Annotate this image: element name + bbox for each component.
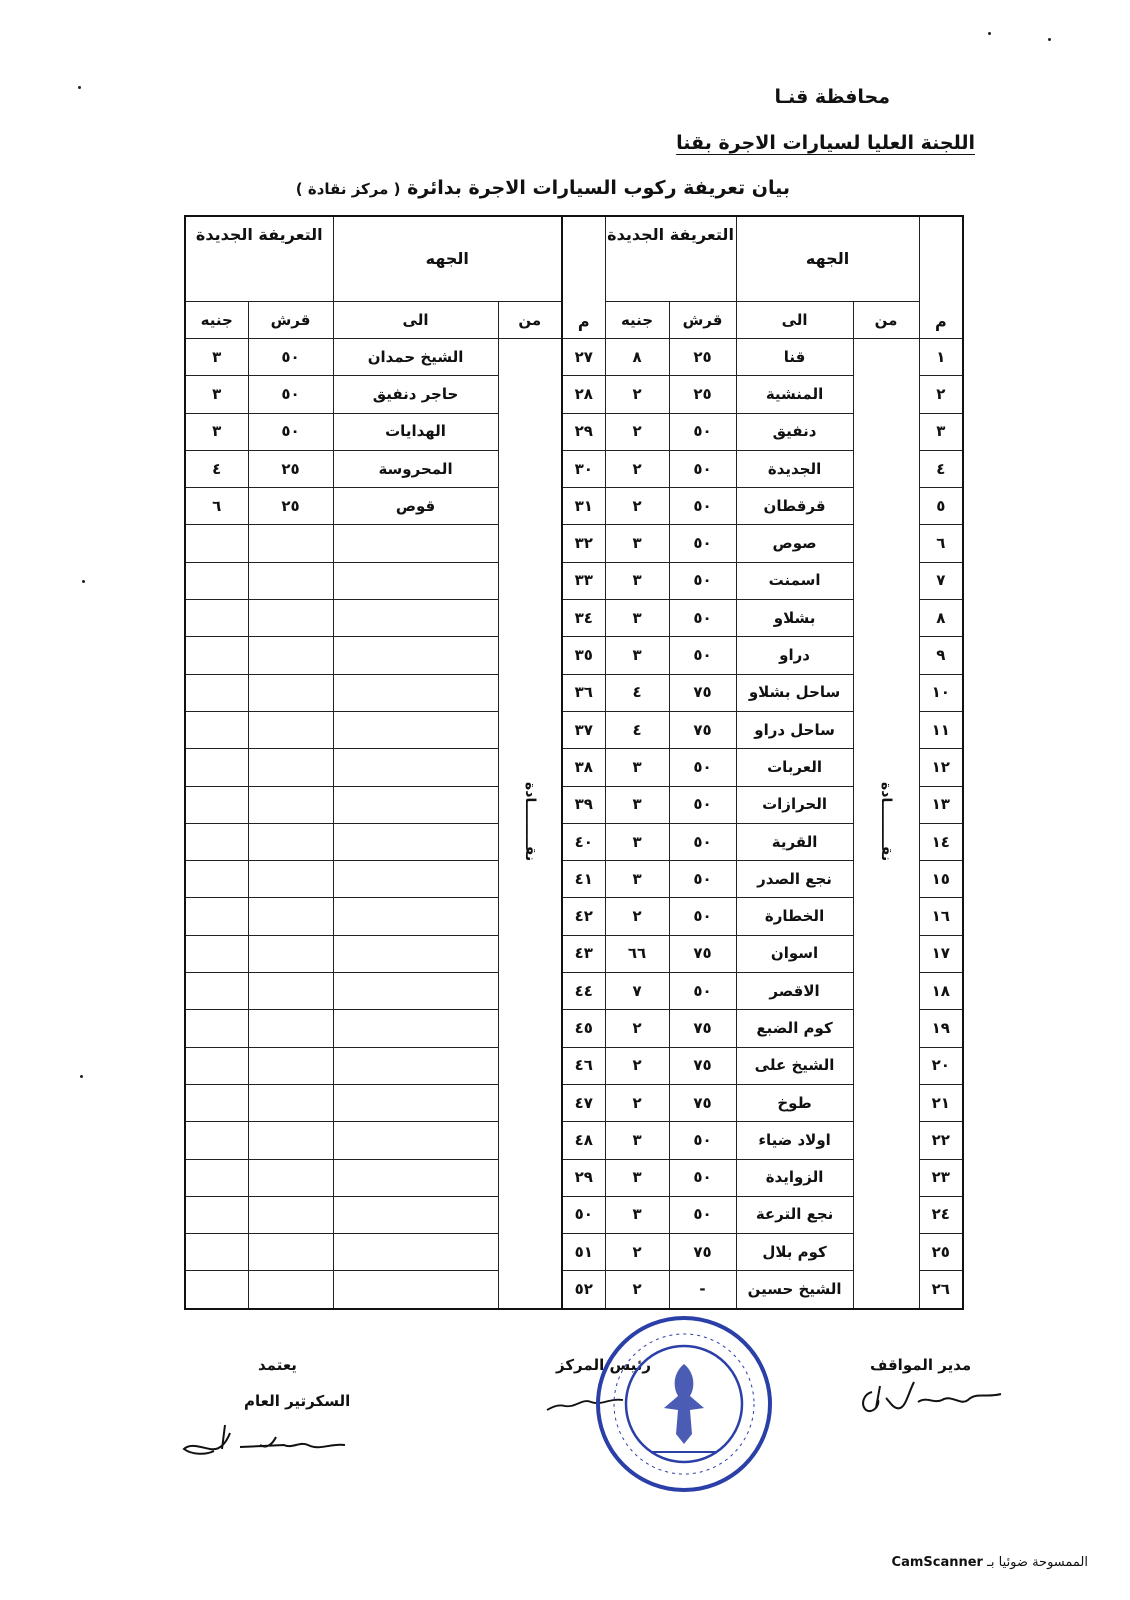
- destination-cell: قوص: [333, 488, 498, 525]
- row-index: ٤٣: [562, 935, 605, 972]
- destination-cell: كوم الضبع: [736, 1010, 853, 1047]
- row-index: ١٩: [919, 1010, 963, 1047]
- piasters-cell: [248, 674, 333, 711]
- pounds-cell: [185, 1271, 248, 1309]
- pounds-cell: ٣: [605, 786, 669, 823]
- table-row: [185, 674, 963, 711]
- piasters-cell: ٢٥: [669, 339, 736, 376]
- pounds-cell: ٣: [605, 1122, 669, 1159]
- piasters-cell: [248, 1010, 333, 1047]
- row-index: ٤٨: [562, 1122, 605, 1159]
- destination-cell: [333, 1047, 498, 1084]
- piasters-cell: [248, 1196, 333, 1233]
- row-index: ٣٤: [562, 600, 605, 637]
- pounds-cell: ٢: [605, 898, 669, 935]
- pounds-cell: [185, 786, 248, 823]
- pounds-cell: ٣: [605, 637, 669, 674]
- destination-cell: الشيخ حسين: [736, 1271, 853, 1309]
- pounds-cell: [185, 1234, 248, 1271]
- destination-cell: العربات: [736, 749, 853, 786]
- pounds-cell: ٣: [605, 562, 669, 599]
- row-index: ٢٢: [919, 1122, 963, 1159]
- piasters-cell: ٥٠: [669, 1122, 736, 1159]
- row-index: ٣٦: [562, 674, 605, 711]
- piasters-cell: ٧٥: [669, 711, 736, 748]
- destination-cell: [333, 1122, 498, 1159]
- pounds-cell: ٢: [605, 1084, 669, 1121]
- destination-cell: الشيخ حمدان: [333, 339, 498, 376]
- piasters-cell: [248, 898, 333, 935]
- piasters-cell: ٢٥: [669, 376, 736, 413]
- table-row: [185, 1234, 963, 1271]
- row-index: ٢٨: [562, 376, 605, 413]
- scan-speck: [82, 580, 85, 583]
- scanner-note-prefix: الممسوحة ضوئيا بـ: [987, 1555, 1088, 1570]
- pounds-cell: ٣: [605, 861, 669, 898]
- destination-cell: قنا: [736, 339, 853, 376]
- row-index: ٥٠: [562, 1196, 605, 1233]
- destination-cell: [333, 525, 498, 562]
- destination-cell: اسمنت: [736, 562, 853, 599]
- pounds-cell: ٤: [605, 674, 669, 711]
- piasters-cell: ٥٠: [669, 861, 736, 898]
- piasters-cell: ٧٥: [669, 1010, 736, 1047]
- piasters-cell: [248, 1159, 333, 1196]
- row-index: ٤١: [562, 861, 605, 898]
- pounds-cell: [185, 525, 248, 562]
- from-header-left: من: [498, 302, 562, 339]
- row-index: ٦: [919, 525, 963, 562]
- scanner-brand: CamScanner: [891, 1555, 983, 1570]
- index-header-right: م: [919, 216, 963, 339]
- piasters-cell: ٥٠: [669, 562, 736, 599]
- destination-cell: نجع الترعة: [736, 1196, 853, 1233]
- approve-label: يعتمد: [258, 1356, 297, 1374]
- destination-cell: [333, 562, 498, 599]
- row-index: ٢١: [919, 1084, 963, 1121]
- pounds-cell: ٦: [185, 488, 248, 525]
- row-index: ٢٣: [919, 1159, 963, 1196]
- destination-cell: [333, 711, 498, 748]
- piasters-cell: [248, 1271, 333, 1309]
- destination-cell: اولاد ضياء: [736, 1122, 853, 1159]
- official-stamp: [592, 1312, 777, 1497]
- row-index: ٤٢: [562, 898, 605, 935]
- pounds-cell: [185, 1196, 248, 1233]
- row-index: ١٠: [919, 674, 963, 711]
- piasters-cell: ٥٠: [669, 823, 736, 860]
- row-index: ١٨: [919, 973, 963, 1010]
- pounds-cell: [185, 823, 248, 860]
- table-row: [185, 1159, 963, 1196]
- destination-cell: كوم بلال: [736, 1234, 853, 1271]
- pounds-cell: [185, 1047, 248, 1084]
- table-row: [185, 823, 963, 860]
- destination-cell: الهدايات: [333, 413, 498, 450]
- row-index: ٤٦: [562, 1047, 605, 1084]
- destination-cell: [333, 823, 498, 860]
- destination-header-right: الجهه: [736, 216, 919, 302]
- pounds-cell: [185, 711, 248, 748]
- pounds-cell: ٣: [185, 376, 248, 413]
- piasters-cell: [248, 786, 333, 823]
- destination-cell: [333, 1196, 498, 1233]
- piasters-cell: ٥٠: [669, 450, 736, 487]
- destination-cell: [333, 973, 498, 1010]
- row-index: ٧: [919, 562, 963, 599]
- row-index: ٤٠: [562, 823, 605, 860]
- origin-label: نقـــــــــادة: [878, 782, 895, 862]
- from-header-right: من: [853, 302, 919, 339]
- pounds-cell: [185, 1010, 248, 1047]
- table-row: [185, 861, 963, 898]
- new-fare-header-left: التعريفة الجديدة: [185, 216, 333, 302]
- center-head-title: رئيس المركز: [556, 1356, 652, 1374]
- pounds-cell: ٢: [605, 450, 669, 487]
- pounds-cell: [185, 898, 248, 935]
- secretary-signature: [180, 1415, 350, 1465]
- row-index: ٢٠: [919, 1047, 963, 1084]
- row-index: ١٦: [919, 898, 963, 935]
- table-row: [185, 562, 963, 599]
- piasters-cell: ٥٠: [669, 1196, 736, 1233]
- pounds-cell: [185, 637, 248, 674]
- table-row: [185, 749, 963, 786]
- destination-cell: الاقصر: [736, 973, 853, 1010]
- table-row: [185, 898, 963, 935]
- piasters-cell: ٥٠: [669, 637, 736, 674]
- table-row: [185, 600, 963, 637]
- scanner-watermark: [892, 1555, 1088, 1570]
- piasters-cell: ٥٠: [669, 749, 736, 786]
- piasters-cell: [248, 562, 333, 599]
- row-index: ٢٩: [562, 1159, 605, 1196]
- table-row: [185, 1122, 963, 1159]
- row-index: ٣٣: [562, 562, 605, 599]
- destination-cell: الجديدة: [736, 450, 853, 487]
- pounds-cell: ٢: [605, 1047, 669, 1084]
- pounds-cell: ٢: [605, 1010, 669, 1047]
- destination-cell: قرقطان: [736, 488, 853, 525]
- row-index: ٣٧: [562, 711, 605, 748]
- pounds-cell: [185, 600, 248, 637]
- piasters-cell: [248, 1234, 333, 1271]
- pounds-cell: ٨: [605, 339, 669, 376]
- row-index: ٢٥: [919, 1234, 963, 1271]
- row-index: ١٤: [919, 823, 963, 860]
- table-row: [185, 973, 963, 1010]
- pounds-cell: [185, 674, 248, 711]
- table-row: [185, 1047, 963, 1084]
- row-index: ٢٩: [562, 413, 605, 450]
- pounds-cell: [185, 749, 248, 786]
- row-index: ٣٠: [562, 450, 605, 487]
- piasters-cell: ٧٥: [669, 935, 736, 972]
- origin-cell-left: [498, 339, 562, 1309]
- destination-cell: المنشية: [736, 376, 853, 413]
- destination-cell: [333, 600, 498, 637]
- table-row: [185, 935, 963, 972]
- row-index: ٣١: [562, 488, 605, 525]
- document-title: [296, 177, 790, 199]
- row-index: ٣٨: [562, 749, 605, 786]
- row-index: ٢: [919, 376, 963, 413]
- destination-cell: [333, 1084, 498, 1121]
- piasters-cell: [248, 1084, 333, 1121]
- pounds-cell: ٣: [185, 339, 248, 376]
- governorate-heading: محافظة قنـا: [774, 86, 890, 108]
- destination-cell: بشلاو: [736, 600, 853, 637]
- piasters-cell: [248, 1047, 333, 1084]
- pounds-cell: [185, 861, 248, 898]
- row-index: ٤٤: [562, 973, 605, 1010]
- piasters-cell: ٧٥: [669, 1234, 736, 1271]
- pounds-cell: ٣: [605, 823, 669, 860]
- origin-label: نقـــــــــادة: [521, 782, 538, 862]
- destination-cell: الزوايدة: [736, 1159, 853, 1196]
- title-center: ( مركز نقادة ): [295, 180, 401, 198]
- destination-header-left: الجهه: [333, 216, 562, 302]
- piasters-cell: [248, 749, 333, 786]
- pounds-cell: ٢: [605, 488, 669, 525]
- piasters-cell: ٥٠: [669, 973, 736, 1010]
- piasters-header-left: قرش: [248, 302, 333, 339]
- row-index: ٤٥: [562, 1010, 605, 1047]
- committee-heading: اللجنة العليا لسيارات الاجرة بقنا: [676, 132, 975, 154]
- table-row: [185, 1271, 963, 1309]
- pounds-cell: ٣: [605, 749, 669, 786]
- row-index: ٢٦: [919, 1271, 963, 1309]
- piasters-header-right: قرش: [669, 302, 736, 339]
- table-row: [185, 637, 963, 674]
- table-row: [185, 525, 963, 562]
- secretary-general-title: السكرتير العام: [244, 1392, 351, 1410]
- destination-cell: [333, 637, 498, 674]
- piasters-cell: ٢٥: [248, 488, 333, 525]
- row-index: ٣٥: [562, 637, 605, 674]
- destination-cell: [333, 674, 498, 711]
- parking-manager-signature: [856, 1372, 1006, 1422]
- row-index: ٣٢: [562, 525, 605, 562]
- pounds-cell: ٣: [605, 525, 669, 562]
- destination-cell: المحروسة: [333, 450, 498, 487]
- row-index: ١: [919, 339, 963, 376]
- table-row: [185, 376, 963, 413]
- pounds-cell: [185, 1122, 248, 1159]
- destination-cell: [333, 861, 498, 898]
- row-index: ٣: [919, 413, 963, 450]
- destination-cell: دراو: [736, 637, 853, 674]
- index-header-left: م: [562, 216, 605, 339]
- pounds-cell: [185, 1159, 248, 1196]
- destination-cell: الشيخ على: [736, 1047, 853, 1084]
- pounds-cell: [185, 1084, 248, 1121]
- destination-cell: [333, 1234, 498, 1271]
- scan-speck: [988, 32, 991, 35]
- destination-cell: ساحل دراو: [736, 711, 853, 748]
- table-row: [185, 413, 963, 450]
- pounds-cell: ٦٦: [605, 935, 669, 972]
- row-index: ٥٢: [562, 1271, 605, 1309]
- table-row: [185, 488, 963, 525]
- row-index: ٨: [919, 600, 963, 637]
- destination-cell: [333, 1010, 498, 1047]
- pounds-cell: [185, 935, 248, 972]
- pounds-cell: ٧: [605, 973, 669, 1010]
- origin-cell-right: [853, 339, 919, 1309]
- row-index: ٥١: [562, 1234, 605, 1271]
- piasters-cell: [248, 1122, 333, 1159]
- piasters-cell: -: [669, 1271, 736, 1309]
- table-row: [185, 1196, 963, 1233]
- piasters-cell: ٢٥: [248, 450, 333, 487]
- piasters-cell: [248, 600, 333, 637]
- row-index: ٢٤: [919, 1196, 963, 1233]
- piasters-cell: ٥٠: [248, 413, 333, 450]
- destination-cell: ساحل بشلاو: [736, 674, 853, 711]
- destination-cell: القرية: [736, 823, 853, 860]
- parking-manager-title: مدير المواقف: [870, 1356, 972, 1374]
- piasters-cell: [248, 973, 333, 1010]
- row-index: ٣٩: [562, 786, 605, 823]
- piasters-cell: ٥٠: [248, 376, 333, 413]
- fare-table-body: [185, 339, 963, 1309]
- row-index: ١٧: [919, 935, 963, 972]
- destination-cell: الخطارة: [736, 898, 853, 935]
- destination-cell: صوص: [736, 525, 853, 562]
- destination-cell: [333, 935, 498, 972]
- destination-cell: نجع الصدر: [736, 861, 853, 898]
- row-index: ١٢: [919, 749, 963, 786]
- destination-cell: [333, 898, 498, 935]
- pounds-cell: ٤: [605, 711, 669, 748]
- pounds-cell: ٢: [605, 413, 669, 450]
- piasters-cell: ٥٠: [669, 1159, 736, 1196]
- row-index: ٤٧: [562, 1084, 605, 1121]
- table-row: [185, 1010, 963, 1047]
- piasters-cell: ٥٠: [669, 786, 736, 823]
- destination-cell: طوخ: [736, 1084, 853, 1121]
- destination-cell: اسوان: [736, 935, 853, 972]
- piasters-cell: [248, 861, 333, 898]
- table-row: [185, 711, 963, 748]
- pounds-header-left: جنيه: [185, 302, 248, 339]
- piasters-cell: ٥٠: [669, 413, 736, 450]
- row-index: ١٣: [919, 786, 963, 823]
- destination-cell: [333, 1159, 498, 1196]
- piasters-cell: [248, 637, 333, 674]
- pounds-cell: ٣: [605, 600, 669, 637]
- row-index: ٩: [919, 637, 963, 674]
- pounds-header-right: جنيه: [605, 302, 669, 339]
- pounds-cell: [185, 562, 248, 599]
- title-main: بيان تعريفة ركوب السيارات الاجرة بدائرة: [407, 177, 790, 199]
- piasters-cell: ٥٠: [669, 488, 736, 525]
- scan-speck: [80, 1075, 83, 1078]
- piasters-cell: [248, 823, 333, 860]
- piasters-cell: [248, 525, 333, 562]
- destination-cell: دنفيق: [736, 413, 853, 450]
- piasters-cell: ٧٥: [669, 1084, 736, 1121]
- table-row: [185, 450, 963, 487]
- row-index: ١١: [919, 711, 963, 748]
- fare-table: [184, 215, 964, 1310]
- pounds-cell: ٢: [605, 1234, 669, 1271]
- pounds-cell: ٣: [605, 1159, 669, 1196]
- pounds-cell: ٢: [605, 376, 669, 413]
- piasters-cell: ٥٠: [669, 525, 736, 562]
- table-row: [185, 1084, 963, 1121]
- to-header-right: الى: [736, 302, 853, 339]
- to-header-left: الى: [333, 302, 498, 339]
- piasters-cell: ٧٥: [669, 674, 736, 711]
- piasters-cell: ٥٠: [669, 898, 736, 935]
- row-index: ٢٧: [562, 339, 605, 376]
- table-row: [185, 786, 963, 823]
- table-row: [185, 339, 963, 376]
- destination-cell: [333, 786, 498, 823]
- scan-speck: [78, 86, 81, 89]
- destination-cell: [333, 749, 498, 786]
- row-index: ٥: [919, 488, 963, 525]
- row-index: ٤: [919, 450, 963, 487]
- new-fare-header-right: التعريفة الجديدة: [605, 216, 736, 302]
- pounds-cell: [185, 973, 248, 1010]
- piasters-cell: [248, 935, 333, 972]
- row-index: ١٥: [919, 861, 963, 898]
- pounds-cell: ٤: [185, 450, 248, 487]
- destination-cell: حاجر دنفيق: [333, 376, 498, 413]
- destination-cell: الحرازات: [736, 786, 853, 823]
- piasters-cell: [248, 711, 333, 748]
- destination-cell: [333, 1271, 498, 1309]
- piasters-cell: ٧٥: [669, 1047, 736, 1084]
- piasters-cell: ٥٠: [248, 339, 333, 376]
- pounds-cell: ٢: [605, 1271, 669, 1309]
- piasters-cell: ٥٠: [669, 600, 736, 637]
- pounds-cell: ٣: [185, 413, 248, 450]
- scan-speck: [1048, 38, 1051, 41]
- pounds-cell: ٣: [605, 1196, 669, 1233]
